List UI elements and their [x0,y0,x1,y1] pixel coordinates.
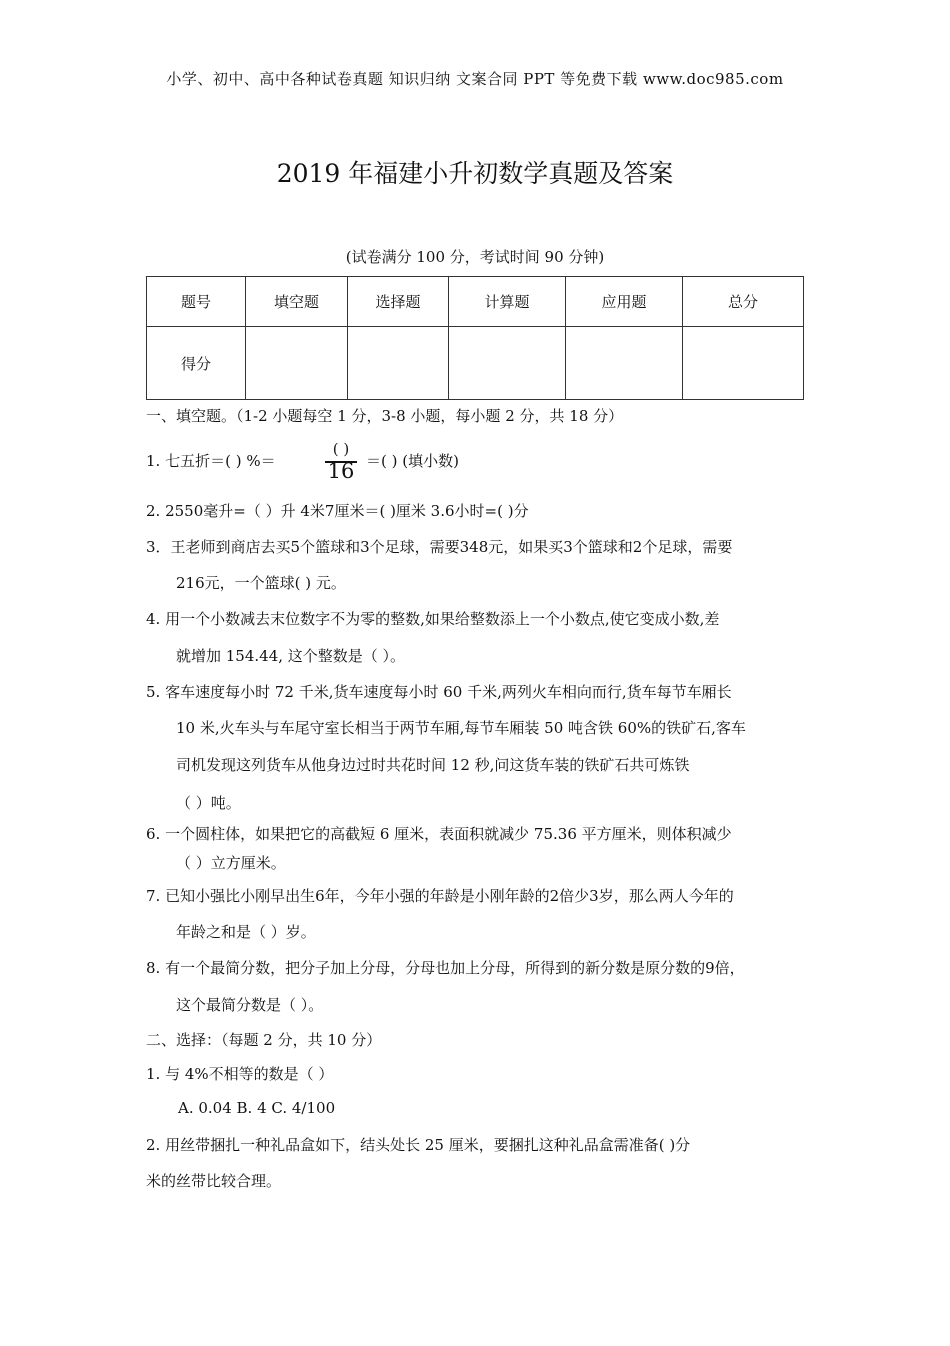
header-cell: 填空题 [246,277,348,327]
question-2: 2. 2550毫升=（ ）升 4米7厘米＝( )厘米 3.6小时=( )分 [146,502,529,520]
header-cell: 计算题 [449,277,566,327]
score-table [146,276,804,400]
question-7-line-2: 年龄之和是（ ）岁。 [176,923,316,941]
question-1a: 1. 七五折＝( ) %＝ [146,452,276,470]
question-3-line-1: 3．王老师到商店去买5个篮球和3个足球，需要348元，如果买3个篮球和2个足球，需要 [146,538,733,556]
question-1b: ＝( ) (填小数) [366,452,459,470]
question-6-line-2: （ ）立方厘米。 [176,854,286,872]
choice-question-1: 1. 与 4%不相等的数是（ ） [146,1065,334,1083]
score-cell [683,327,804,400]
choice-question-2-line-1: 2. 用丝带捆扎一种礼品盒如下，结头处长 25 厘米，要捆扎这种礼品盒需准备( )分 [146,1136,691,1154]
question-4-line-2: 就增加 154.44, 这个整数是（ ）。 [176,647,406,665]
question-7-line-1: 7. 已知小强比小刚早出生6年，今年小强的年龄是小刚年龄的2倍少3岁，那么两人今年的 [146,887,734,905]
score-cell [348,327,449,400]
question-4-line-1: 4. 用一个小数减去末位数字不为零的整数,如果给整数添上一个小数点,使它变成小数,差 [146,610,720,628]
question-5-line-1: 5. 客车速度每小时 72 千米,货车速度每小时 60 千米,两列火车相向而行,货车每节车厢长 [146,683,732,701]
header-cell: 选择题 [348,277,449,327]
score-cell [449,327,566,400]
fraction-denominator: 16 [327,459,355,483]
section2-heading: 二、选择：（每题 2 分，共 10 分） [146,1031,382,1049]
section1-heading: 一、填空题。（1-2 小题每空 1 分，3-8 小题，每小题 2 分，共 18 分） [146,407,624,425]
question-6-line-1: 6. 一个圆柱体，如果把它的高截短 6 厘米，表面积就减少 75.36 平方厘米，则体积减少 [146,825,732,843]
score-cell [246,327,348,400]
choice-question-1-options: A. 0.04 B. 4 C. 4/100 [178,1099,336,1117]
question-8-line-2: 这个最简分数是（ ）。 [176,996,324,1014]
question-3-line-2: 216元，一个篮球( ) 元。 [176,574,346,592]
question-5-line-2: 10 米,火车头与车尾守室长相当于两节车厢,每节车厢装 50 吨含铁 60%的铁矿石,客车 [176,719,746,737]
score-table-header-row [147,277,804,327]
choice-question-2-line-2: 米的丝带比较合理。 [146,1172,282,1190]
fraction [323,442,359,482]
question-8-line-1: 8. 有一个最简分数，把分子加上分母，分母也加上分母，所得到的新分数是原分数的9倍， [146,959,745,977]
header-cell: 应用题 [566,277,683,327]
question-5-line-3: 司机发现这列货车从他身边过时共花时间 12 秒,问这货车装的铁矿石共可炼铁 [176,756,690,774]
score-cell [566,327,683,400]
page-header: 小学、初中、高中各种试卷真题 知识归纳 文案合同 PPT 等免费下载 www.doc985.com [166,70,784,88]
score-table-score-row [147,327,804,400]
exam-subtitle: (试卷满分 100 分，考试时间 90 分钟) [345,248,605,266]
header-cell: 总分 [683,277,804,327]
question-5-line-4: （ ）吨。 [176,794,241,812]
row-label-cell: 得分 [147,327,246,400]
header-cell: 题号 [147,277,246,327]
page-title: 2019 年福建小升初数学真题及答案 [276,159,674,188]
fraction-numerator: ( ) [332,440,350,458]
